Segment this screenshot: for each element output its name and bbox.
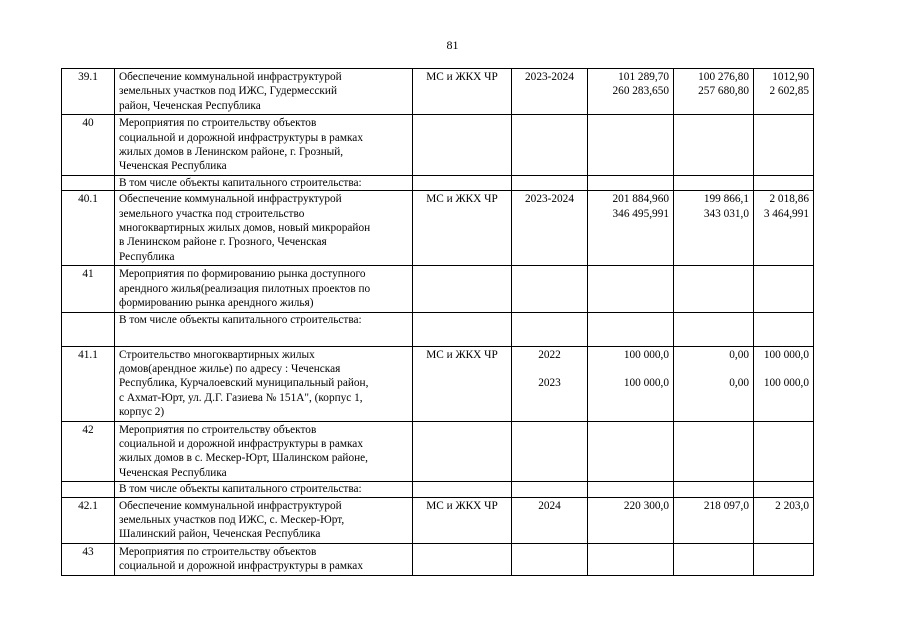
description-cell-line: Строительство многоквартирных жилых — [119, 348, 315, 361]
subheading-cell: В том числе объекты капитального строительства: — [115, 312, 413, 346]
years-cell — [512, 191, 588, 266]
federal-amount-cell-line: 343 031,0 — [703, 207, 749, 220]
empty-cell — [62, 175, 115, 190]
total-amount-cell — [588, 497, 674, 543]
regional-amount-cell — [754, 346, 814, 421]
total-amount-cell — [588, 543, 674, 575]
empty-cell — [754, 175, 814, 190]
description-cell-line: земельных участков под ИЖС, с. Мескер-Юрт, — [119, 513, 345, 526]
empty-cell — [512, 312, 588, 346]
description-cell-line: социальной и дорожной инфраструктуры в рамках — [119, 131, 363, 144]
description-cell-line: земельного участка под строительство — [119, 207, 305, 220]
regional-amount-cell — [754, 69, 814, 115]
regional-amount-cell — [754, 115, 814, 176]
empty-cell — [62, 482, 115, 497]
description-cell-line: арендного жилья(реализация пилотных проектов по — [119, 282, 371, 295]
empty-cell — [588, 312, 674, 346]
total-amount-cell — [588, 191, 674, 266]
years-cell — [512, 115, 588, 176]
row-number-cell-line: 41.1 — [78, 348, 98, 361]
executor-cell — [413, 346, 512, 421]
row-number-cell-line: 39.1 — [78, 71, 98, 83]
executor-cell — [413, 266, 512, 312]
regional-amount-cell — [754, 266, 814, 312]
years-cell-line: 2023-2024 — [525, 71, 574, 83]
federal-amount-cell — [674, 191, 754, 266]
description-cell — [115, 421, 413, 482]
executor-cell — [413, 497, 512, 543]
description-cell-line: Чеченская Республика — [119, 466, 227, 479]
regional-amount-cell-line: 2 018,86 — [769, 193, 809, 206]
description-cell-line: Мероприятия по формированию рынка доступного — [119, 268, 366, 281]
subheading-cell: В том числе объекты капитального строительства: — [115, 175, 413, 190]
description-cell — [115, 543, 413, 575]
federal-amount-cell — [674, 69, 754, 115]
description-cell-line: Обеспечение коммунальной инфраструктурой — [119, 71, 342, 83]
regional-amount-cell — [754, 421, 814, 482]
regional-amount-cell — [754, 497, 814, 543]
executor-cell-line: МС и ЖКХ ЧР — [426, 348, 498, 361]
description-cell-line: формированию рынка арендного жилья) — [119, 297, 314, 310]
description-cell — [115, 266, 413, 312]
total-amount-cell-line: 220 300,0 — [623, 499, 669, 512]
description-cell-line: с Ахмат-Юрт, ул. Д.Г. Газиева № 151А", (корпус 1, — [119, 391, 363, 404]
total-amount-cell-line: 260 283,650 — [612, 85, 669, 98]
years-cell — [512, 266, 588, 312]
federal-amount-cell-line: 100 276,80 — [698, 71, 749, 83]
table-row — [62, 543, 814, 575]
table-row — [62, 497, 814, 543]
total-amount-cell-line: 201 884,960 — [612, 193, 669, 206]
empty-cell — [588, 482, 674, 497]
years-cell — [512, 346, 588, 421]
description-cell-line: Чеченская Республика — [119, 160, 227, 173]
description-cell-line: Шалинский район, Чеченская Республика — [119, 528, 321, 541]
federal-amount-cell-line: 0,00 — [729, 348, 749, 361]
federal-amount-cell — [674, 497, 754, 543]
row-number-cell-line: 40 — [82, 117, 94, 130]
regional-amount-cell-line: 3 464,991 — [763, 207, 809, 220]
federal-amount-cell — [674, 421, 754, 482]
empty-cell — [754, 312, 814, 346]
regional-amount-cell-line: 1012,90 — [772, 71, 809, 83]
description-cell — [115, 346, 413, 421]
years-cell — [512, 543, 588, 575]
description-cell — [115, 191, 413, 266]
regional-amount-cell — [754, 543, 814, 575]
description-cell-line: социальной и дорожной инфраструктуры в рамках — [119, 437, 363, 450]
years-cell-line: 2023-2024 — [525, 193, 574, 206]
description-cell-line: Обеспечение коммунальной инфраструктурой — [119, 499, 342, 512]
federal-amount-cell — [674, 543, 754, 575]
total-amount-cell — [588, 421, 674, 482]
table-row — [62, 266, 814, 312]
empty-cell — [674, 175, 754, 190]
description-cell-line: жилых домов в Ленинском районе, г. Грозный, — [119, 146, 344, 159]
empty-cell — [674, 482, 754, 497]
row-number-cell-line: 40.1 — [78, 193, 98, 206]
subheading-cell: В том числе объекты капитального строительства: — [115, 482, 413, 497]
description-cell-line: Мероприятия по строительству объектов — [119, 545, 317, 558]
federal-amount-cell — [674, 266, 754, 312]
total-amount-cell — [588, 69, 674, 115]
description-cell-line: земельных участков под ИЖС, Гудермесский — [119, 85, 338, 98]
row-number-cell — [62, 421, 115, 482]
years-cell — [512, 421, 588, 482]
table-row — [62, 312, 814, 346]
regional-amount-cell-line: 2 602,85 — [769, 85, 809, 98]
description-cell-line: жилых домов в с. Мескер-Юрт, Шалинском районе, — [119, 452, 369, 465]
row-number-cell — [62, 266, 115, 312]
empty-cell — [754, 482, 814, 497]
regional-amount-cell — [754, 191, 814, 266]
row-number-cell — [62, 191, 115, 266]
years-cell — [512, 69, 588, 115]
executor-cell-line: МС и ЖКХ ЧР — [426, 499, 498, 512]
federal-amount-cell-line: 199 866,1 — [703, 193, 749, 206]
empty-cell — [413, 482, 512, 497]
row-number-cell — [62, 115, 115, 176]
row-number-cell-line: 42 — [82, 423, 94, 436]
empty-cell — [62, 312, 115, 346]
row-number-cell-line: 41 — [82, 268, 94, 281]
federal-amount-cell-line: 0,00 — [729, 376, 749, 389]
executor-cell-line: МС и ЖКХ ЧР — [426, 71, 498, 83]
table-row — [62, 191, 814, 266]
executor-cell — [413, 543, 512, 575]
description-cell-line: многоквартирных жилых домов, новый микрорайон — [119, 222, 371, 235]
regional-amount-cell-line: 100 000,0 — [763, 348, 809, 361]
description-cell — [115, 69, 413, 115]
description-cell-line: корпус 2) — [119, 406, 165, 419]
table-body — [62, 69, 814, 576]
table-row — [62, 69, 814, 115]
description-cell — [115, 115, 413, 176]
total-amount-cell-line: 346 495,991 — [612, 207, 669, 220]
federal-amount-cell-line: 218 097,0 — [703, 499, 749, 512]
empty-cell — [588, 175, 674, 190]
row-number-cell — [62, 69, 115, 115]
federal-amount-cell — [674, 346, 754, 421]
description-cell-line: Обеспечение коммунальной инфраструктурой — [119, 193, 342, 206]
executor-cell — [413, 69, 512, 115]
empty-cell — [512, 175, 588, 190]
table-row — [62, 346, 814, 421]
table-row — [62, 115, 814, 176]
table-row — [62, 421, 814, 482]
empty-cell — [413, 175, 512, 190]
row-number-cell-line: 43 — [82, 545, 94, 558]
executor-cell — [413, 421, 512, 482]
regional-amount-cell-line: 100 000,0 — [763, 376, 809, 389]
description-cell-line: Республика — [119, 250, 175, 263]
description-cell-line: домов(арендное жилье) по адресу : Чеченская — [119, 362, 341, 375]
empty-cell — [674, 312, 754, 346]
total-amount-cell — [588, 266, 674, 312]
total-amount-cell-line: 100 000,0 — [623, 376, 669, 389]
description-cell-line: Республика, Курчалоевский муниципальный район, — [119, 377, 369, 390]
total-amount-cell-line: 101 289,70 — [618, 71, 669, 83]
federal-amount-cell-line: 257 680,80 — [698, 85, 749, 98]
description-cell-line: район, Чеченская Республика — [119, 99, 261, 112]
years-cell-line: 2023 — [538, 376, 561, 389]
regional-amount-cell-line: 2 203,0 — [775, 499, 809, 512]
executor-cell-line: МС и ЖКХ ЧР — [426, 193, 498, 206]
executor-cell — [413, 191, 512, 266]
description-cell — [115, 497, 413, 543]
total-amount-cell — [588, 115, 674, 176]
row-number-cell — [62, 346, 115, 421]
years-cell-line: 2024 — [538, 499, 561, 512]
years-cell — [512, 497, 588, 543]
row-number-cell — [62, 543, 115, 575]
empty-cell — [512, 482, 588, 497]
description-cell-line: Мероприятия по строительству объектов — [119, 423, 317, 436]
program-table — [61, 68, 814, 576]
description-cell-line: Мероприятия по строительству объектов — [119, 117, 317, 130]
table-row — [62, 175, 814, 190]
table-row — [62, 482, 814, 497]
page-number: 81 — [446, 38, 459, 52]
description-cell-line: в Ленинском районе г. Грозного, Чеченская — [119, 236, 327, 249]
row-number-cell — [62, 497, 115, 543]
federal-amount-cell — [674, 115, 754, 176]
executor-cell — [413, 115, 512, 176]
empty-cell — [413, 312, 512, 346]
description-cell-line: социальной и дорожной инфраструктуры в рамках — [119, 560, 363, 573]
years-cell-line: 2022 — [538, 348, 561, 361]
total-amount-cell-line: 100 000,0 — [623, 348, 669, 361]
row-number-cell-line: 42.1 — [78, 499, 98, 512]
total-amount-cell — [588, 346, 674, 421]
